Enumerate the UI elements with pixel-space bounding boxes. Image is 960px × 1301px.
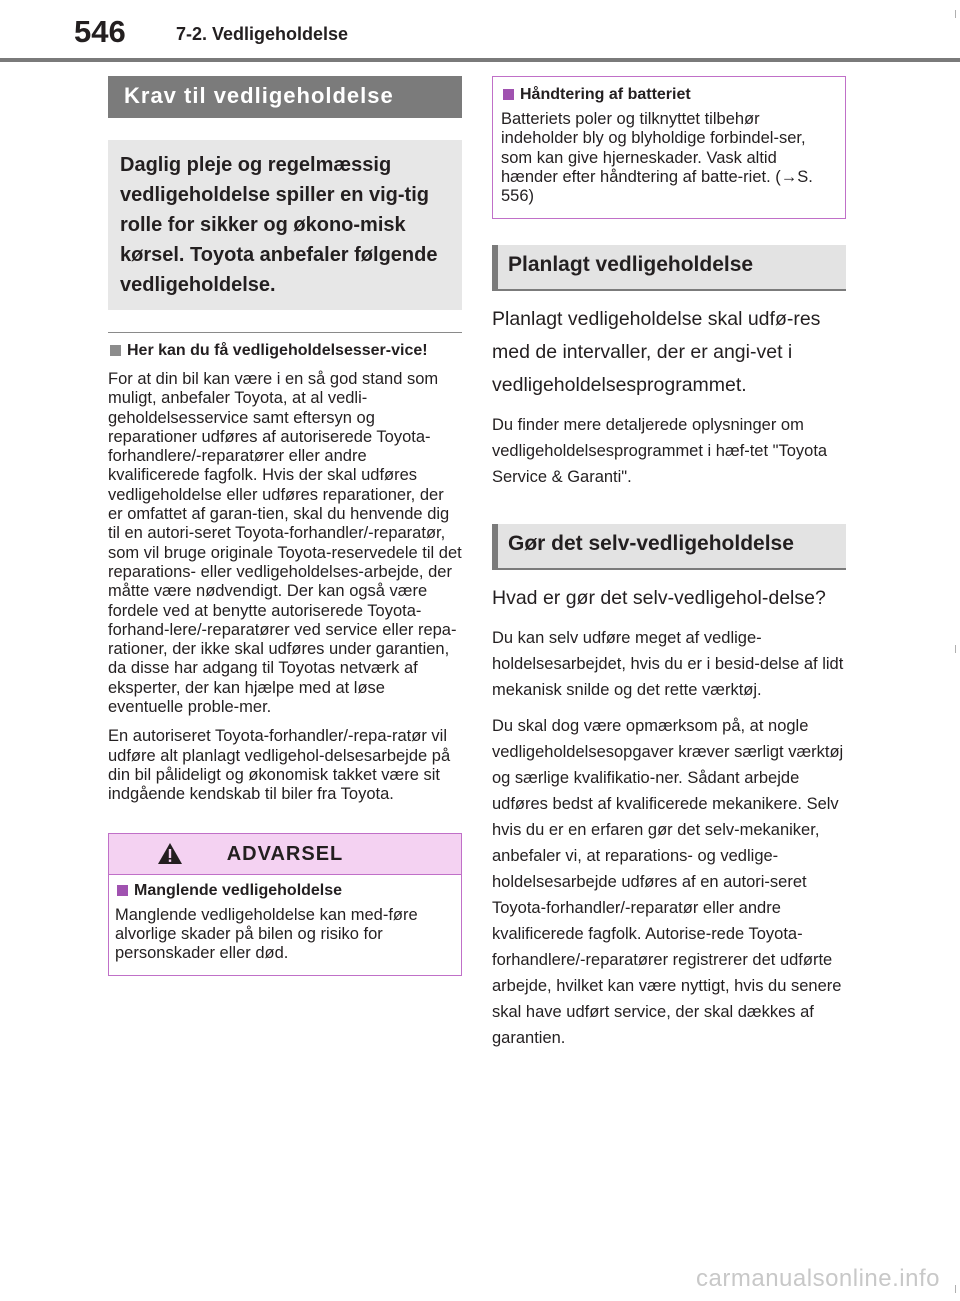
page-reference-link[interactable]: S. 556): [501, 167, 813, 206]
warning-title: ADVARSEL: [226, 842, 344, 865]
service-heading: [108, 341, 462, 360]
crop-mark: [955, 1285, 956, 1293]
crop-mark: [955, 10, 956, 18]
bullet-square-icon: [110, 345, 121, 356]
battery-heading-text: Håndtering af batteriet: [520, 86, 691, 103]
battery-heading: [501, 85, 837, 104]
planned-text: Du finder mere detaljerede oplysninger om vedligeholdelsesprogrammet i hæf-tet "Toyota Service & Garanti".: [492, 416, 828, 487]
watermark: carmanualsonline.info: [696, 1265, 940, 1292]
diy-lead: Hvad er gør det selv-vedligehol-delse?: [492, 587, 826, 610]
warning-triangle-icon: [157, 842, 183, 865]
crop-mark: [955, 645, 956, 653]
warning-header: [109, 834, 461, 874]
warning-text: Manglende vedligeholdelse kan med-føre alvorlige skader på bilen og risiko for personskader eller død.: [115, 905, 418, 963]
section-title: Krav til vedligeholdelse: [108, 76, 462, 118]
bullet-square-icon: [503, 89, 514, 100]
planned-heading: Planlagt vedligeholdelse: [492, 245, 846, 291]
service-paragraph-1: For at din bil kan være i en så god stand som muligt, anbefaler Toyota, at al vedli-geholdelsesservice samt eftersyn og reparationer udføres af autoriserede Toyota-forhandlere/-reparatører eller andre kvalificerede fagfolk. Hvis der skal udføres vedligeholdelse eller udføres reparationer, der er omfattet af garan-tien, skal du henvende dig til en autori-seret Toyota-forhandler/-reparatør, som vil bruge originale Toyota-reservedele til det reparations- eller vedligeholdelses-arbejde, der måtte være nødvendigt. Der kan også være fordele ved at benytte autoriserede Toyota-forhand-lere/-reparatører ved service eller repa-rationer, der ikke skal udføres under garantien, da disse har adgang til Toyotas netværk af eksperter, der kan hjælpe med at løse eventuelle proble-mer.: [108, 370, 462, 717]
divider: [108, 332, 462, 333]
header-rule: [0, 58, 960, 62]
service-paragraph-2: En autoriseret Toyota-forhandler/-repa-ratør vil udføre alt planlagt vedligehol-delsesarbejde på din bil pålideligt og økonomisk takket være sit indgående kendskab til biler fra Toyota.: [108, 727, 451, 804]
left-column: [108, 76, 462, 976]
diy-heading: Gør det selv-vedligeholdelse: [492, 524, 846, 570]
page-number: 546: [74, 14, 126, 49]
page-header: [0, 0, 960, 62]
intro-box: Daglig pleje og regelmæssig vedligeholdelse spiller en vig-tig rolle for sikker og økono-misk kørsel. Toyota anbefaler følgende vedligeholdelse.: [108, 140, 462, 310]
reference-arrow-icon: →: [780, 167, 798, 186]
chapter-title: 7-2. Vedligeholdelse: [176, 24, 349, 44]
service-heading-text: Her kan du få vedligeholdelsesser-vice!: [127, 342, 428, 359]
diy-paragraph-2: Du skal dog være opmærksom på, at nogle vedligeholdelsesopgaver kræver særligt værktøj og særlige kvalifikatio-ner. Sådant arbejde udføres bedst af kvalificerede mekanikere. Selv hvis du er en erfaren gør det selv-mekaniker, anbefaler vi, at reparations- og vedlige-holdelsesarbejde udføres af en autori-seret Toyota-forhandler/-reparatør eller andre kvalificerede fagfolk. Autorise-rede Toyota-forhandlere/-reparatører registrerer det udførte arbejde, hvilket kan være nyttigt, hvis du senere skal have udført service, der skal dækkes af garantien.: [492, 717, 844, 1048]
battery-box: [492, 76, 846, 219]
planned-lead: Planlagt vedligeholdelse skal udfø-res med de intervaller, der er angi-vet i vedligeholdelsesprogrammet.: [492, 308, 821, 397]
warning-body: [109, 874, 461, 976]
bullet-square-icon: [117, 885, 128, 896]
battery-text-body: Batteriets poler og tilknyttet tilbehør indeholder bly og blyholdige forbindel-ser, som kan give hjerneskader. Vask altid hænder efter håndtering af batte-riet. (: [501, 110, 806, 186]
warning-subheading-text: Manglende vedligeholdelse: [134, 881, 343, 899]
diy-paragraph-1: Du kan selv udføre meget af vedlige-holdelsesarbejdet, hvis du er i besid-delse af lidt mekanisk snilde og det rette værktøj.: [492, 629, 844, 700]
battery-text: [501, 110, 837, 206]
warning-subheading: [115, 881, 455, 900]
right-column: [492, 76, 846, 1051]
warning-box: [108, 833, 462, 977]
